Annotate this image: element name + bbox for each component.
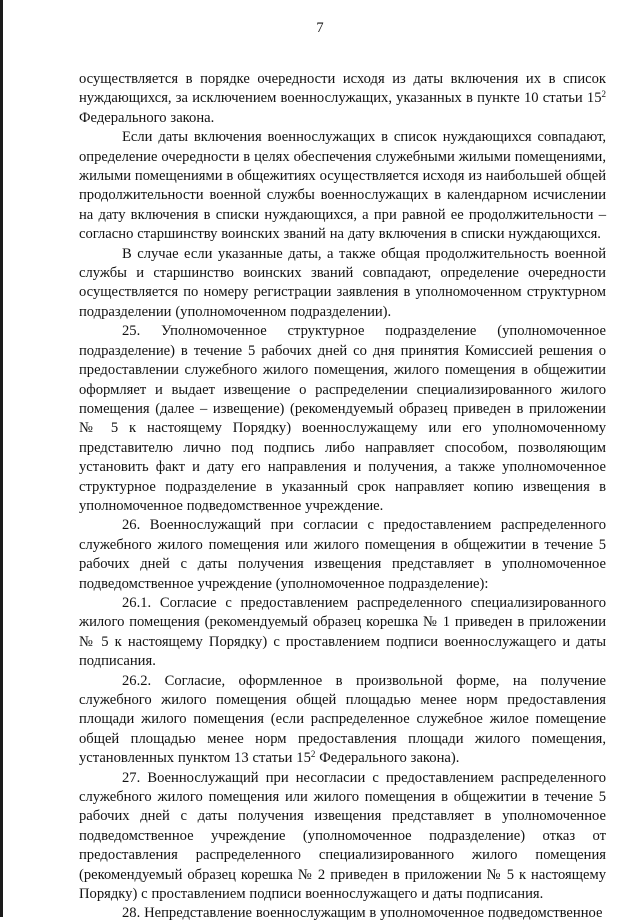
paragraph xyxy=(79,904,606,923)
paragraph xyxy=(79,672,606,769)
paragraph-text: 26. Военнослужащий при согласии с предоставлением распределенного служебного жилого помещения или жилого помещения в общежитии в течение 5 рабочих дней с даты получения извещения представляет в уполномоченное подведомственное учреждение (уполномоченное подразделение): xyxy=(79,517,606,592)
paragraph xyxy=(79,322,606,516)
paragraph-text: В случае если указанные даты, а также общая продолжительность военной службы и старшинство воинских званий совпадают, определение очередности осуществляется по номеру регистрации заявления в уполномоченном структурном подразделении (уполномоченном подразделении). xyxy=(79,245,606,320)
paragraph xyxy=(79,516,606,594)
paragraph-text: осуществляется в порядке очередности исходя из даты включения их в список нуждающихся, за исключением военнослужащих, указанных в пункте 10 статьи 15 xyxy=(79,71,606,107)
paragraph-text: 26.1. Согласие с предоставлением распределенного специализированного жилого помещения (рекомендуемый образец корешка № 1 приведен в приложении № 5 к настоящему Порядку) с проставлением подписи военнослужащего и даты подписания. xyxy=(79,594,606,670)
paragraph xyxy=(79,128,606,244)
paragraph xyxy=(79,245,606,323)
scan-edge xyxy=(0,0,3,917)
superscript: 2 xyxy=(601,89,606,100)
paragraph xyxy=(79,70,606,128)
paragraph-text: Федерального закона. xyxy=(79,109,215,126)
paragraph xyxy=(79,594,606,672)
paragraph-text: 27. Военнослужащий при несогласии с предоставлением распределенного служебного жилого помещения или жилого помещения в общежитии в течение 5 рабочих дней с даты получения извещения представляет в уполномоченное подведомственное учреждение (уполномоченное подразделение) отказ от предоставления распределенного специализированного жилого помещения (рекомендуемый образец корешка № 2 приведен в приложении № 5 к настоящему Порядку) с проставлением подписи военнослужащего и даты подписания. xyxy=(79,769,606,903)
document-body xyxy=(79,70,606,924)
page-number: 7 xyxy=(316,20,324,36)
paragraph-text: 28. Непредставление военнослужащим в уполномоченное подведомственное xyxy=(122,905,603,922)
paragraph-text: Если даты включения военнослужащих в список нуждающихся совпадают, определение очередности в целях обеспечения служебными жилыми помещениями, жилыми помещениями в общежитиях осуществляется исходя из наибольшей общей продолжительности военной службы военнослужащих в календарном исчислении на дату включения в списки нуждающихся, а при равной ее продолжительности – согласно старшинству воинских званий на дату включения в списки нуждающихся. xyxy=(79,129,606,243)
paragraph-text: Федерального закона). xyxy=(315,750,460,767)
paragraph-text: 26.2. Согласие, оформленное в произвольной форме, на получение служебного жилого помещения общей площадью менее норм предоставления площади жилого помещения (если распределенное служебное жилое помещение общей площадью менее норм предоставления площади жилого помещения, установленных пунктом 13 статьи 15 xyxy=(79,672,606,767)
superscript: 2 xyxy=(310,749,316,760)
paragraph-text: 25. Уполномоченное структурное подразделение (уполномоченное подразделение) в течение 5 рабочих дней со дня принятия Комиссией решения о предоставлении служебного жилого помещения, жилого помещения в общежитии оформляет и выдает извещение о распределении специализированного жилого помещения (далее – извещение) (рекомендуемый образец приведен в приложении № 5 к настоящему Порядку) военнослужащему или его уполномоченному представителю лично под подпись либо направляет способом, позволяющим установить факт и дату его направления и получения, а также уполномоченное структурное подразделение в указанный срок направляет копию извещения в уполномоченное подведомственное учреждение. xyxy=(79,323,606,514)
paragraph xyxy=(79,769,606,905)
